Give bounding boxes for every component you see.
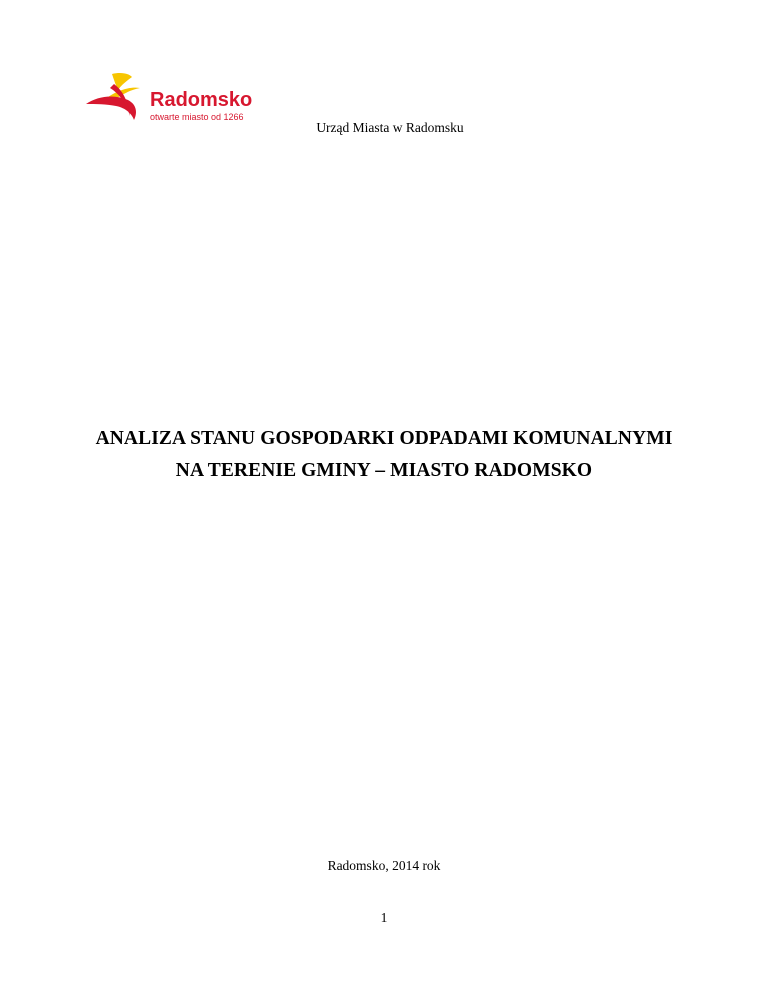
document-title-line-2: NA TERENIE GMINY – MIASTO RADOMSKO xyxy=(175,460,593,481)
logo-tagline-text: otwarte miasto od 1266 xyxy=(150,112,244,122)
office-name: Urząd Miasta w Radomsku xyxy=(316,120,464,135)
document-title-line-1: ANALIZA STANU GOSPODARKI ODPADAMI KOMUNALNYMI xyxy=(95,428,673,449)
place-and-date: Radomsko, 2014 rok xyxy=(327,858,441,873)
page-number: 1 xyxy=(380,910,388,925)
logo-brand-text: Radomsko xyxy=(150,89,253,111)
